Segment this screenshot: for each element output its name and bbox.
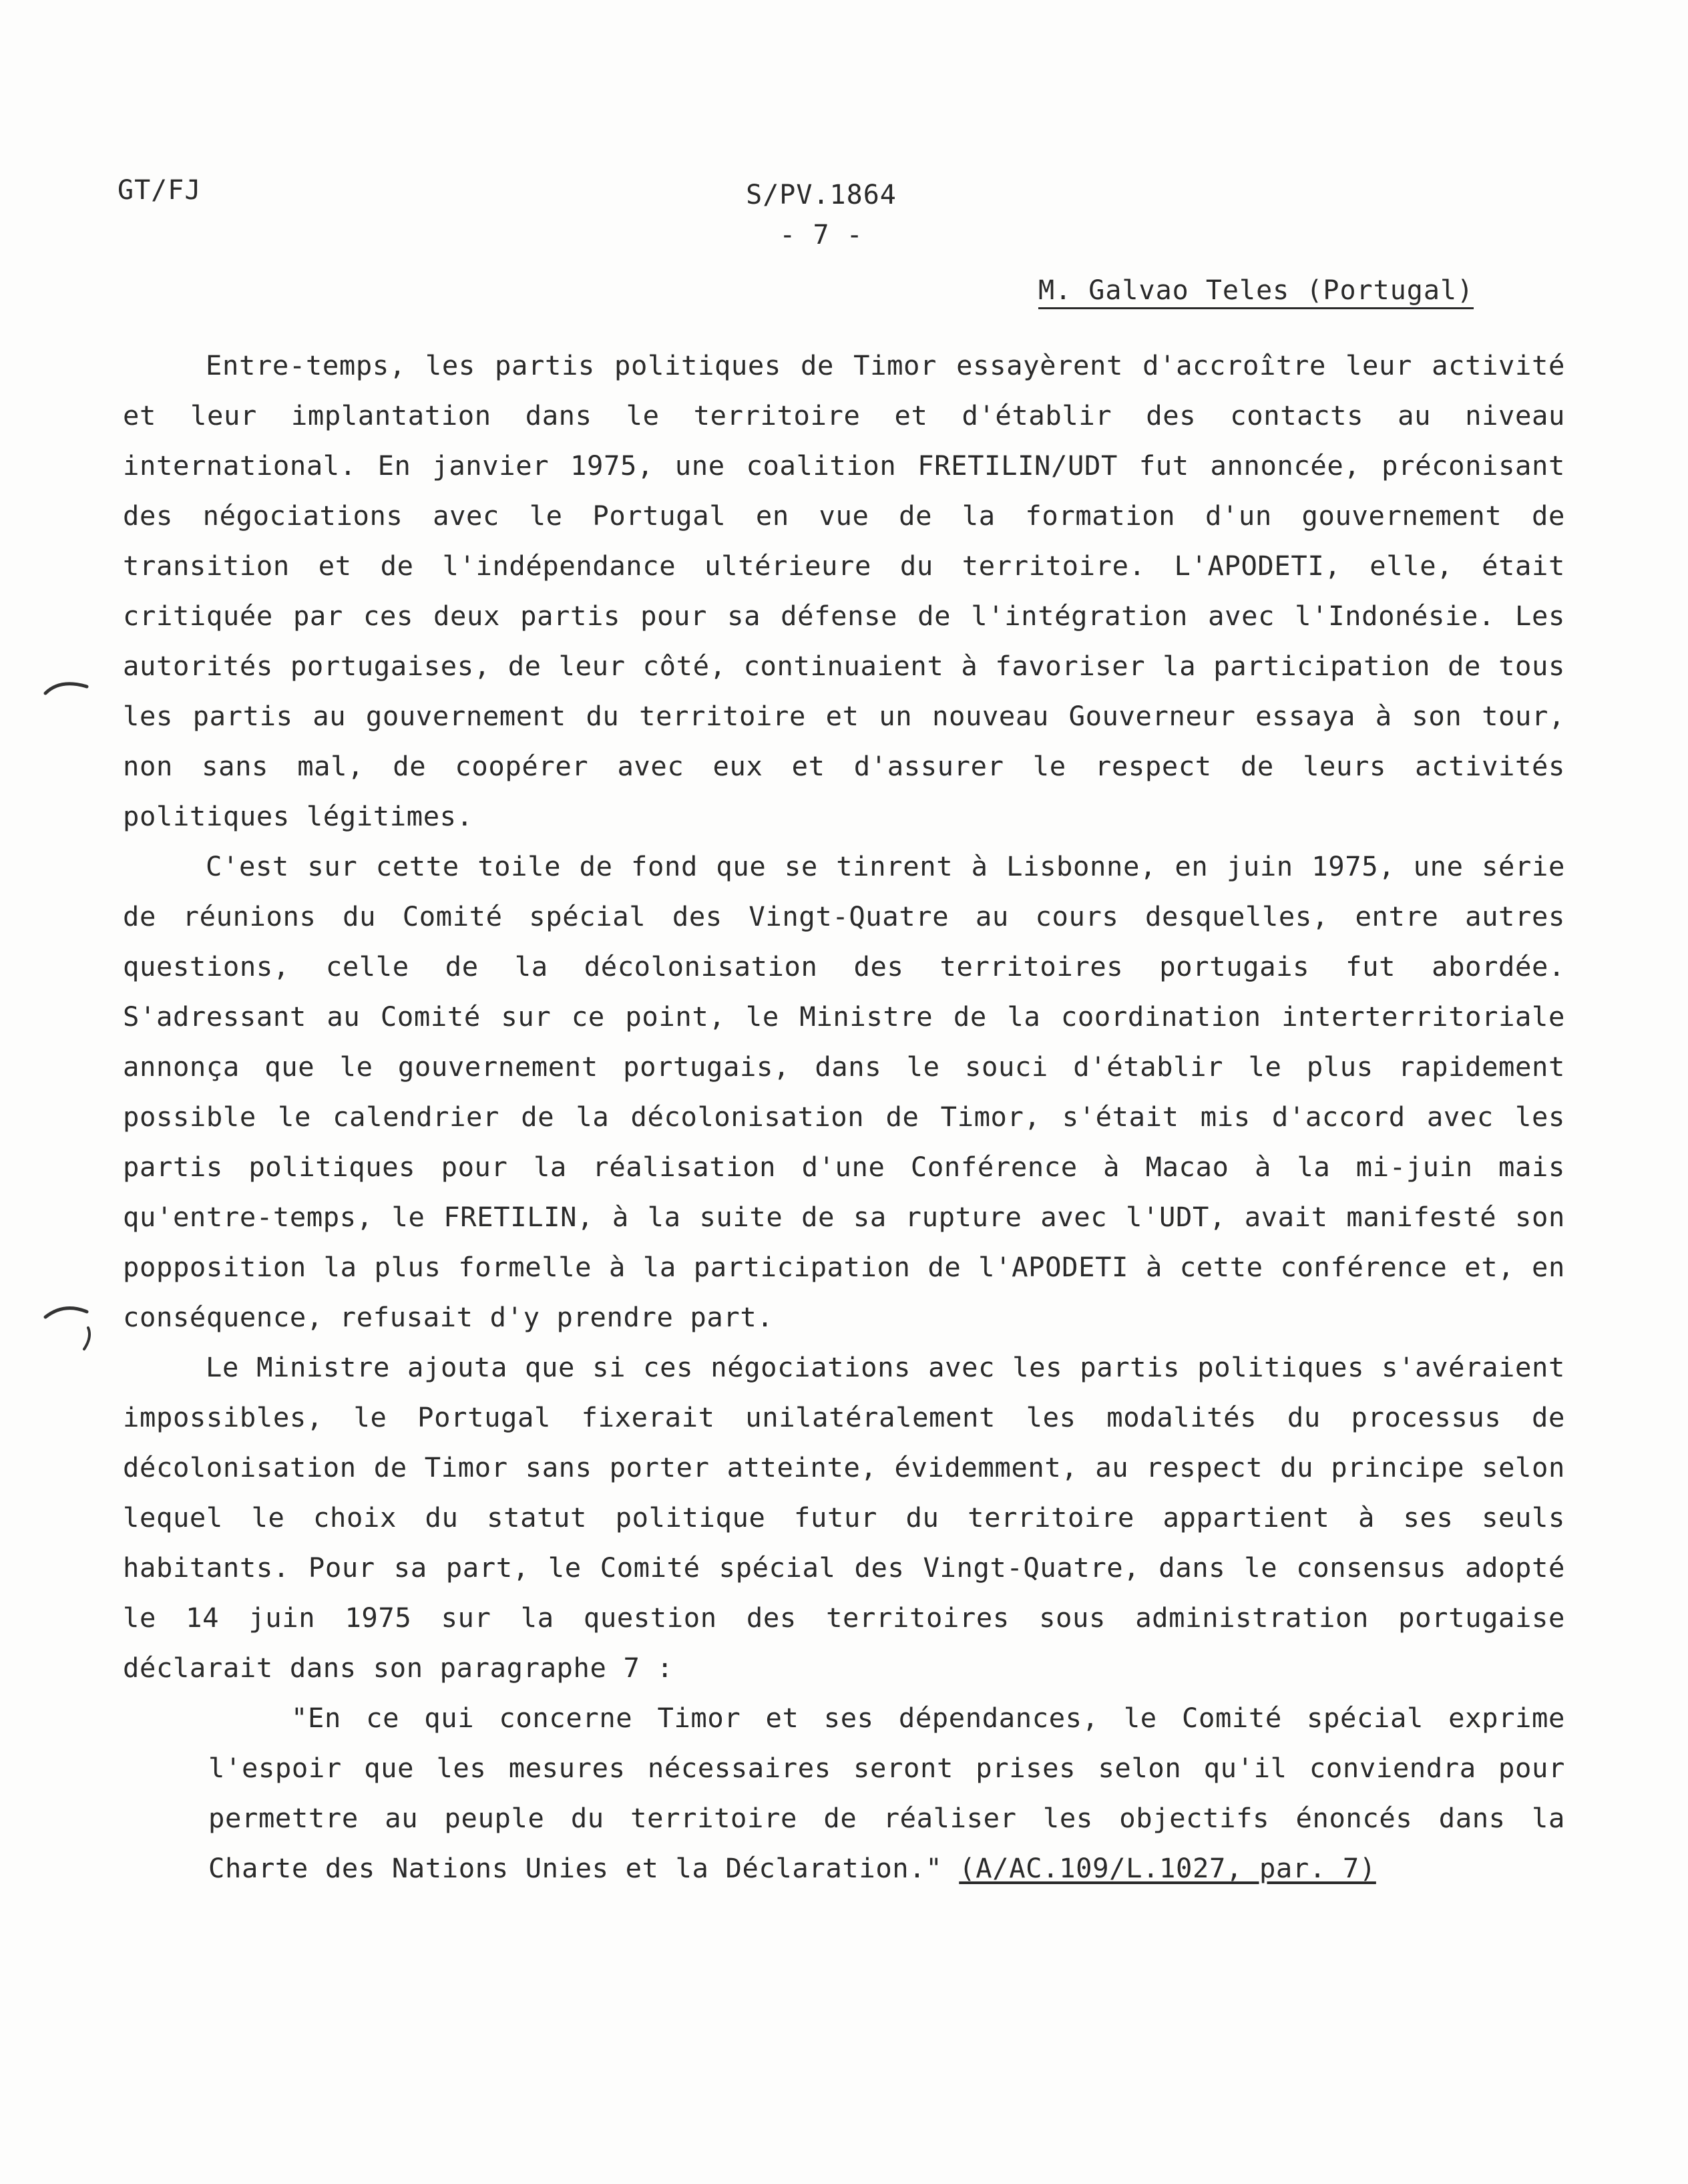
paragraph-3: Le Ministre ajouta que si ces négociations avec les partis politiques s'avéraient impossibles, le Portugal fixerait unilatéralement les modalités du processus de décolonisation de Timor sans porter atteinte, évidemment, au respect du principe selon lequel le choix du statut politique futur du territoire appartient à ses seuls habitants. Pour sa part, le Comité spécial des Vingt-Quatre, dans le consensus adopté le 14 juin 1975 sur la question des territoires sous administration portugaise déclarait dans son paragraphe 7 : (123, 1351, 1565, 1684)
quote-text: "En ce qui concerne Timor et ses dépendances, le Comité spécial exprime l'espoir que les mesures nécessaires seront prises selon qu'il conviendra pour permettre au peuple du territoire de réaliser les objectifs énoncés dans la Charte des Nations Unies et la Déclaration." (208, 1702, 1565, 1884)
margin-mark-icon (40, 675, 93, 701)
block-quote (123, 1693, 1565, 1893)
margin-mark-icon (40, 1296, 100, 1356)
paragraph-1: Entre-temps, les partis politiques de Timor essayèrent d'accroître leur activité et leur implantation dans le territoire et d'établir des contacts au niveau international. En janvier 1975, une coalition FRETILIN/UDT fut annoncée, préconisant des négociations avec le Portugal en vue de la formation d'un gouvernement de transition et de l'indépendance ultérieure du territoire. L'APODETI, elle, était critiquée par ces deux partis pour sa défense de l'intégration avec l'Indonésie. Les autorités portugaises, de leur côté, continuaient à favoriser la participation de tous les partis au gouvernement du territoire et un nouveau Gouverneur essaya à son tour, non sans mal, de coopérer avec eux et d'assurer le respect de leurs activités politiques légitimes. (123, 349, 1565, 832)
speaker-heading: M. Galvao Teles (Portugal) (1038, 275, 1474, 309)
quote-reference: (A/AC.109/L.1027, par. 7) (959, 1852, 1376, 1884)
body-text (123, 341, 1565, 1893)
document-header (734, 175, 908, 255)
page-number: - 7 - (779, 220, 863, 250)
paragraph-2: C'est sur cette toile de fond que se tinrent à Lisbonne, en juin 1975, une série de réunions du Comité spécial des Vingt-Quatre au cours desquelles, entre autres questions, celle de la décolonisation des territoires portugais fut abordée. S'adressant au Comité sur ce point, le Ministre de la coordination interterritoriale annonça que le gouvernement portugais, dans le souci d'établir le plus rapidement possible le calendrier de la décolonisation de Timor, s'était mis d'accord avec les partis politiques pour la réalisation d'une Conférence à Macao à la mi-juin mais qu'entre-temps, le FRETILIN, à la suite de sa rupture avec l'UDT, avait manifesté son popposition la plus formelle à la participation de l'APODETI à cette conférence et, en conséquence, refusait d'y prendre part. (123, 850, 1565, 1333)
document-initials: GT/FJ (118, 175, 202, 206)
document-symbol: S/PV.1864 (746, 180, 897, 210)
